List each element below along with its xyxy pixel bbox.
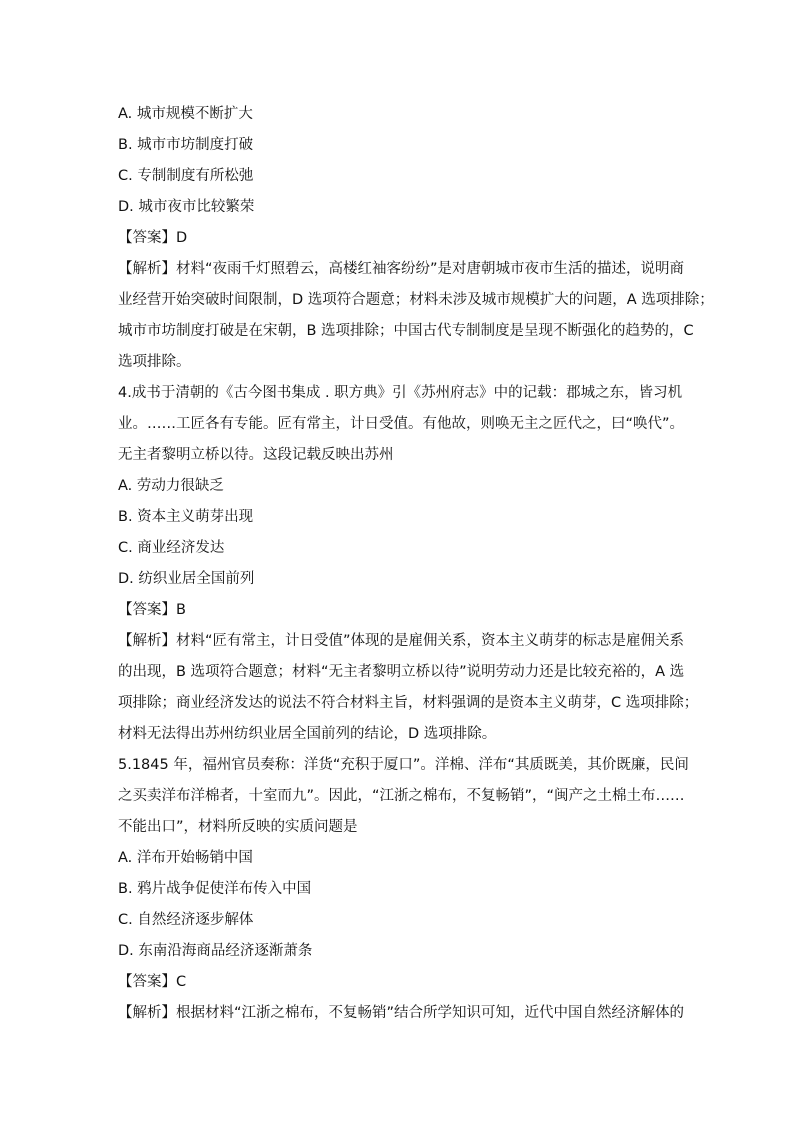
q3-option-d: D. 城市夜市比较繁荣 bbox=[118, 199, 255, 215]
q5-option-c: C. 自然经济逐步解体 bbox=[118, 912, 254, 928]
q3-analysis-line: 业经营开始突破时间限制，D 选项符合题意；材料未涉及城市规模扩大的问题，A 选项排除； bbox=[118, 292, 714, 308]
q5-stem-line: 不能出口”，材料所反映的实质问题是 bbox=[118, 819, 358, 835]
q4-answer: 【答案】B bbox=[118, 602, 186, 618]
q5-stem-line: 之买卖洋布洋棉者，十室而九”。因此，“江浙之棉布，不复畅销”，“闽产之土棉土布…… bbox=[118, 788, 685, 804]
q5-answer: 【答案】C bbox=[118, 974, 187, 990]
q5-option-b: B. 鸦片战争促使洋布传入中国 bbox=[118, 881, 312, 897]
q3-option-b: B. 城市市坊制度打破 bbox=[118, 137, 254, 153]
q5-stem-line: 5.1845 年，福州官员奏称：洋货“充积于厦口”。洋棉、洋布“其质既美，其价既廉，民间 bbox=[118, 757, 689, 773]
q5-option-d: D. 东南沿海商品经济逐渐萧条 bbox=[118, 943, 313, 959]
q3-analysis-line: 选项排除。 bbox=[118, 354, 191, 370]
q3-analysis-line: 城市市坊制度打破是在宋朝，B 选项排除；中国古代专制制度是呈现不断强化的趋势的，C bbox=[118, 323, 694, 339]
q4-stem-line: 无主者黎明立桥以待。这段记载反映出苏州 bbox=[118, 447, 394, 463]
q3-option-c: C. 专制制度有所松弛 bbox=[118, 168, 254, 184]
q4-option-b: B. 资本主义萌芽出现 bbox=[118, 509, 254, 525]
q5-option-a: A. 洋布开始畅销中国 bbox=[118, 850, 253, 866]
q3-analysis-line: 【解析】材料“夜雨千灯照碧云，高楼红袖客纷纷”是对唐朝城市夜市生活的描述，说明商 bbox=[118, 261, 685, 277]
q4-analysis-line: 【解析】材料“匠有常主，计日受值”体现的是雇佣关系，资本主义萌芽的标志是雇佣关系 bbox=[118, 633, 685, 649]
q5-analysis-line: 【解析】根据材料“江浙之棉布，不复畅销”结合所学知识可知，近代中国自然经济解体的 bbox=[118, 1005, 685, 1021]
q4-option-d: D. 纺织业居全国前列 bbox=[118, 571, 255, 587]
q4-analysis-line: 的出现，B 选项符合题意；材料“无主者黎明立桥以待”说明劳动力还是比较充裕的，A 选 bbox=[118, 664, 685, 680]
q4-analysis-line: 材料无法得出苏州纺织业居全国前列的结论，D 选项排除。 bbox=[118, 726, 497, 742]
q4-option-c: C. 商业经济发达 bbox=[118, 540, 225, 556]
q4-stem-line: 业。……工匠各有专能。匠有常主，计日受值。有他故，则唤无主之匠代之，曰“唤代”。 bbox=[118, 416, 685, 432]
q4-stem-line: 4.成书于清朝的《古今图书集成 . 职方典》引《苏州府志》中的记载：郡城之东，皆习机 bbox=[118, 385, 683, 401]
q4-analysis-line: 项排除；商业经济发达的说法不符合材料主旨，材料强调的是资本主义萌芽，C 选项排除； bbox=[118, 695, 699, 711]
q3-answer: 【答案】D bbox=[118, 230, 188, 246]
q3-option-a: A. 城市规模不断扩大 bbox=[118, 106, 253, 122]
q4-option-a: A. 劳动力很缺乏 bbox=[118, 478, 224, 494]
